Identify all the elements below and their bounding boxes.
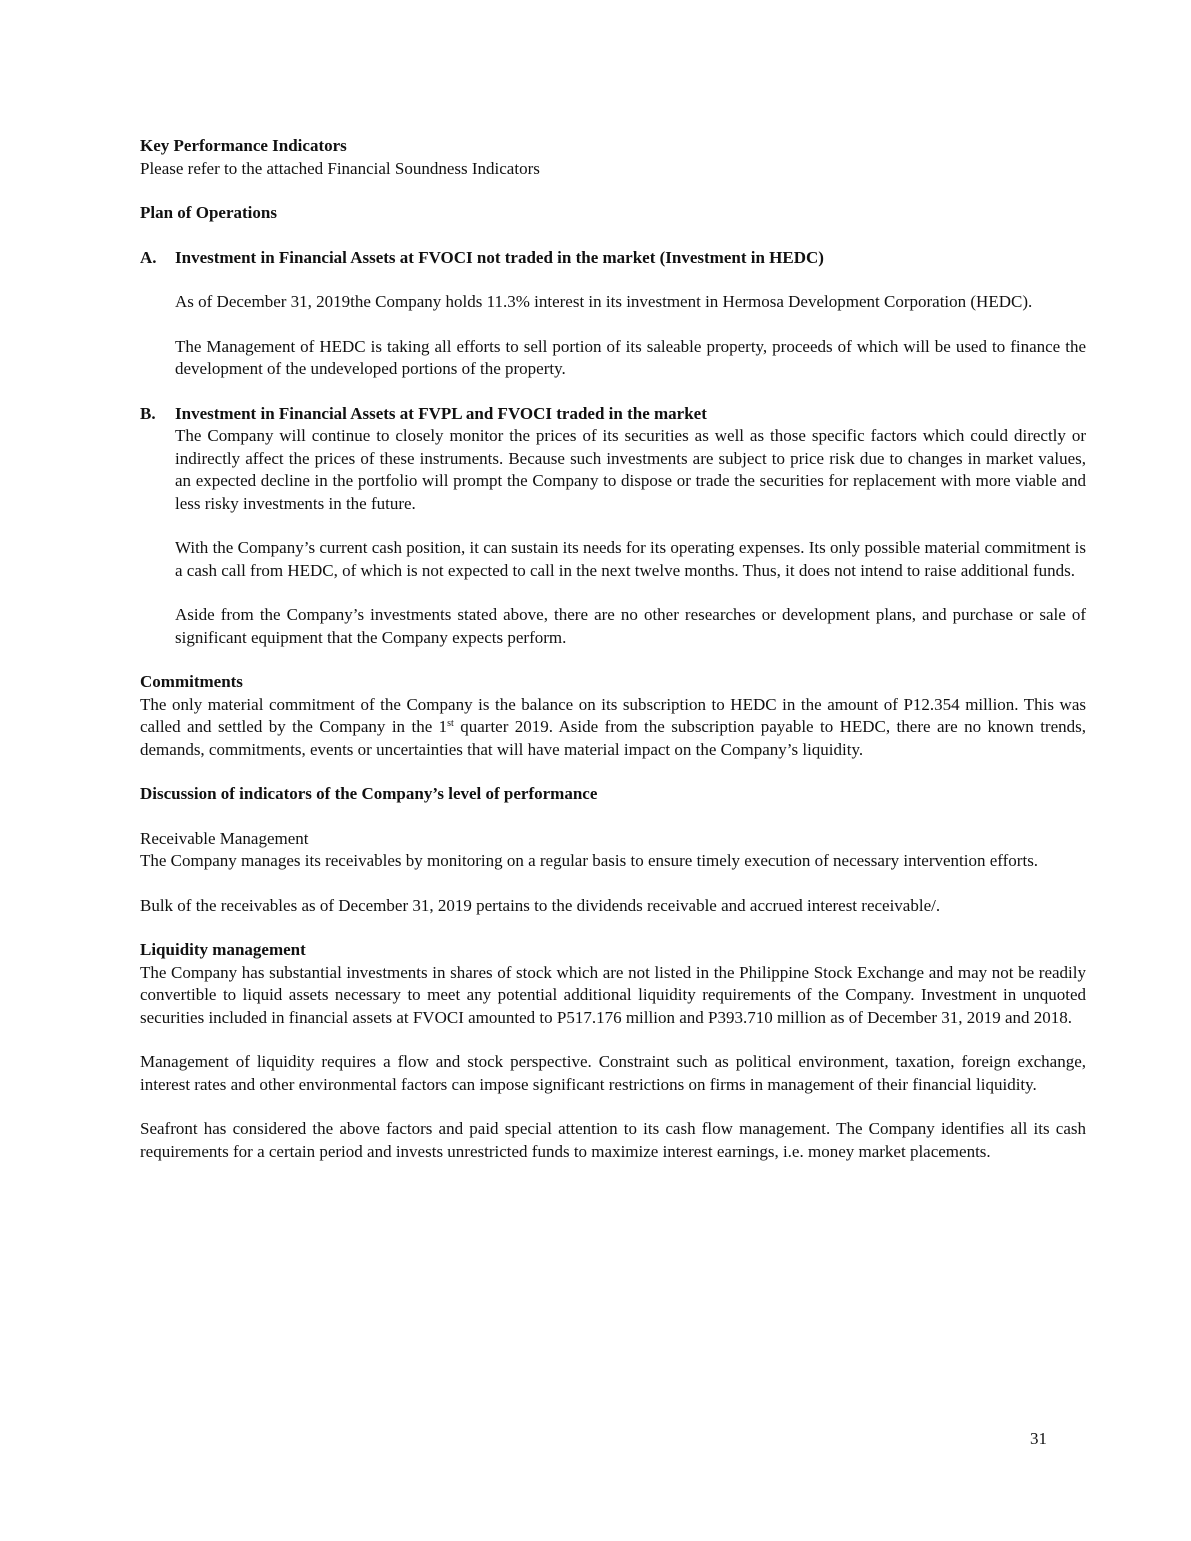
- liquidity-paragraph-2: Management of liquidity requires a flow and stock perspective. Constraint such as political environment, taxation, foreign exchange, interest rates and other environmental factors can impose significant restrictions on firms in management of their financial liquidity.: [140, 1052, 1086, 1094]
- discussion-heading: Discussion of indicators of the Company’s level of performance: [140, 784, 598, 803]
- commitments-ordinal-sup: st: [447, 718, 454, 729]
- section-b-paragraph-2: With the Company’s current cash position, it can sustain its needs for its operating expenses. Its only possible material commitment is a cash call from HEDC, of which is not expected to call in the next twelve months. Thus, it does not intend to raise additional funds.: [175, 538, 1086, 580]
- page-number: 31: [1030, 1429, 1047, 1448]
- kpi-text: Please refer to the attached Financial Soundness Indicators: [140, 158, 540, 178]
- section-b-title-text: Investment in Financial Assets at FVPL and FVOCI traded in the market: [175, 403, 707, 423]
- section-b-marker: B.: [140, 403, 156, 423]
- commitments-text-before: The only material commitment of the Company is the balance on its subscription to HEDC in the amount of P12.354 million. This was called and settled by the Company in the 1: [140, 694, 1086, 736]
- section-a-paragraph-1: As of December 31, 2019the Company holds 11.3% interest in its investment in Hermosa Development Corporation (HEDC).: [175, 292, 1033, 311]
- receivable-paragraph-2: Bulk of the receivables as of December 31, 2019 pertains to the dividends receivable and accrued interest receivable/.: [140, 895, 941, 915]
- section-b-paragraph-1: The Company will continue to closely monitor the prices of its securities as well as those specific factors which could directly or indirectly affect the prices of these instruments. Because such investments are subject to price risk due to changes in market values, an expected decline in the portfolio will prompt the Company to dispose or trade the securities for replacement with more viable and less risky investments in the future.: [175, 426, 1086, 513]
- section-a-marker: A.: [140, 247, 157, 267]
- section-a-title-text: Investment in Financial Assets at FVOCI not traded in the market (Investment in HEDC): [175, 247, 824, 267]
- commitments-text-after: quarter 2019. Aside from the subscription payable to HEDC, there are no known trends, demands, commitments, events or uncertainties that will have material impact on the Company’s liquidity.: [140, 717, 1086, 759]
- receivable-paragraph-1: The Company manages its receivables by monitoring on a regular basis to ensure timely execution of necessary intervention efforts.: [140, 851, 1039, 870]
- section-a-title: [140, 247, 1086, 270]
- liquidity-heading: Liquidity management: [140, 940, 306, 959]
- section-b-title: [140, 403, 1086, 426]
- liquidity-paragraph-1: The Company has substantial investments in shares of stock which are not listed in the Philippine Stock Exchange and may not be readily convertible to liquid assets necessary to meet any potential additional liquidity requirements of the Company. Investment in unquoted securities included in financial assets at FVOCI amounted to P517.176 million and P393.710 million as of December 31, 2019 and 2018.: [140, 962, 1086, 1027]
- plan-heading: Plan of Operations: [140, 203, 277, 222]
- commitments-heading: Commitments: [140, 672, 243, 691]
- receivable-heading: Receivable Management: [140, 828, 309, 848]
- section-b-paragraph-3: Aside from the Company’s investments stated above, there are no other researches or development plans, and purchase or sale of significant equipment that the Company expects perform.: [175, 605, 1086, 647]
- document-page: [140, 135, 1086, 1163]
- commitments-paragraph: [140, 694, 1086, 762]
- liquidity-paragraph-3: Seafront has considered the above factors and paid special attention to its cash flow management. The Company identifies all its cash requirements for a certain period and invests unrestricted funds to maximize interest earnings, i.e. money market placements.: [140, 1119, 1086, 1161]
- section-a-paragraph-2: The Management of HEDC is taking all efforts to sell portion of its saleable property, proceeds of which will be used to finance the development of the undeveloped portions of the property.: [175, 336, 1086, 378]
- kpi-heading: Key Performance Indicators: [140, 136, 347, 155]
